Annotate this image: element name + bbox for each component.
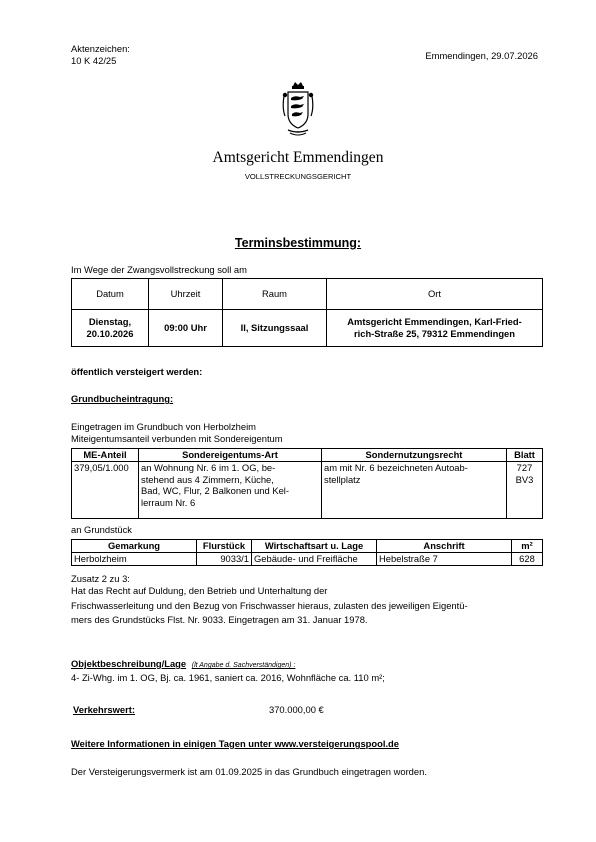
zusatz-line: mers des Grundstücks Flst. Nr. 9033. Eingetragen am 31. Januar 1978. xyxy=(71,614,368,626)
auction-statement: öffentlich versteigert werden: xyxy=(71,366,203,377)
zusatz-line: Hat das Recht auf Duldung, den Betrieb und Unterhaltung der xyxy=(71,584,328,596)
table-row xyxy=(72,310,543,347)
table-row xyxy=(72,552,543,565)
raum-cell: II, Sitzungssaal xyxy=(223,310,327,347)
table-header-row xyxy=(72,449,543,462)
col-art-header: Sondereigentums-Art xyxy=(139,449,322,462)
ownership-table xyxy=(71,448,543,519)
zusatz-line: Frischwasserleitung und den Bezug von Frischwasser hieraus, zulasten des jeweiligen Eigentü- xyxy=(71,599,468,611)
col-anschrift-header: Anschrift xyxy=(377,540,512,553)
verkehrswert-label: Verkehrswert: xyxy=(73,704,136,715)
court-name: Amtsgericht Emmendingen xyxy=(212,149,384,166)
col-wirtschaftsart-header: Wirtschaftsart u. Lage xyxy=(252,540,377,553)
datum-weekday: Dienstag, xyxy=(88,316,132,328)
further-info-link[interactable]: Weitere Informationen in einigen Tagen unter www.versteigerungspool.de xyxy=(71,738,399,749)
zusatz-block xyxy=(71,573,543,626)
case-reference xyxy=(71,43,130,67)
col-uhrzeit-header: Uhrzeit xyxy=(149,279,223,310)
art-line-4: lerraum Nr. 6 xyxy=(141,497,196,508)
col-blatt-header: Blatt xyxy=(507,449,543,462)
objekt-heading-line xyxy=(71,658,295,671)
col-flurstueck-header: Flurstück xyxy=(197,540,252,553)
verkehrswert-value: 370.000,00 € xyxy=(269,704,324,715)
grundbuch-line-1: Eingetragen im Grundbuch von Herbolzheim xyxy=(71,421,256,432)
datum-cell xyxy=(72,310,149,347)
flaeche-cell: 628 xyxy=(512,552,543,565)
appointment-table xyxy=(71,278,543,347)
sondernutzung-cell xyxy=(322,461,507,518)
objekt-note: (lt Angabe d. Sachverständigen) : xyxy=(191,662,296,669)
vermerk-text: Der Versteigerungsvermerk ist am 01.09.2025 in das Grundbuch eingetragen worden. xyxy=(71,766,427,777)
col-gemarkung-header: Gemarkung xyxy=(72,540,197,553)
col-ort-header: Ort xyxy=(327,279,543,310)
table-row xyxy=(72,461,543,518)
blatt-line-1: 727 xyxy=(516,461,533,473)
art-line-3: Bad, WC, Flur, 2 Balkonen und Kel- xyxy=(141,485,289,497)
intro-text: Im Wege der Zwangsvollstreckung soll am xyxy=(71,264,247,275)
court-department: VOLLSTRECKUNGSGERICHT xyxy=(244,172,352,181)
grundstueck-label: an Grundstück xyxy=(71,524,132,535)
flurstueck-cell: 9033/1 xyxy=(197,552,252,565)
art-cell xyxy=(139,461,322,518)
parcel-table xyxy=(71,539,543,566)
ort-line-1: Amtsgericht Emmendingen, Karl-Fried- xyxy=(347,316,522,328)
table-header-row xyxy=(72,279,543,310)
col-sondernutzung-header: Sondernutzungsrecht xyxy=(322,449,507,462)
zusatz-line: Zusatz 2 zu 3: xyxy=(71,573,130,584)
objekt-heading: Objektbeschreibung/Lage xyxy=(71,658,187,669)
col-flaeche-header: m² xyxy=(512,540,543,553)
case-reference-value: 10 K 42/25 xyxy=(71,54,117,66)
sondernutzung-line-1: am mit Nr. 6 bezeichneten Autoab- xyxy=(324,461,468,473)
blatt-line-2: BV3 xyxy=(515,473,534,485)
wirtschaftsart-cell: Gebäude- und Freifläche xyxy=(252,552,377,565)
case-reference-label: Aktenzeichen: xyxy=(71,43,130,54)
uhrzeit-cell: 09:00 Uhr xyxy=(149,310,223,347)
blatt-cell xyxy=(507,461,543,518)
grundbuch-heading: Grundbucheintragung: xyxy=(71,393,174,404)
coat-of-arms-icon xyxy=(282,80,314,141)
col-datum-header: Datum xyxy=(72,279,149,310)
me-anteil-cell: 379,05/1.000 xyxy=(72,461,139,518)
ort-line-2: rich-Straße 25, 79312 Emmendingen xyxy=(353,328,515,339)
anschrift-cell: Hebelstraße 7 xyxy=(377,552,512,565)
grundbuch-line-2: Miteigentumsanteil verbunden mit Sondereigentum xyxy=(71,433,283,444)
datum-date: 20.10.2026 xyxy=(86,328,134,339)
sondernutzung-line-2: stellplatz xyxy=(324,473,361,485)
col-me-anteil-header: ME-Anteil xyxy=(72,449,139,462)
gemarkung-cell: Herbolzheim xyxy=(72,552,197,565)
art-line-2: stehend aus 4 Zimmern, Küche, xyxy=(141,473,274,485)
col-raum-header: Raum xyxy=(223,279,327,310)
place-date: Emmendingen, 29.07.2026 xyxy=(425,50,538,61)
document-title: Terminsbestimmung: xyxy=(234,236,362,250)
art-line-1: an Wohnung Nr. 6 im 1. OG, be- xyxy=(141,461,276,473)
ort-cell xyxy=(327,310,543,347)
table-header-row xyxy=(72,540,543,553)
objekt-text: 4- Zi-Whg. im 1. OG, Bj. ca. 1961, saniert ca. 2016, Wohnfläche ca. 110 m²; xyxy=(71,672,385,683)
